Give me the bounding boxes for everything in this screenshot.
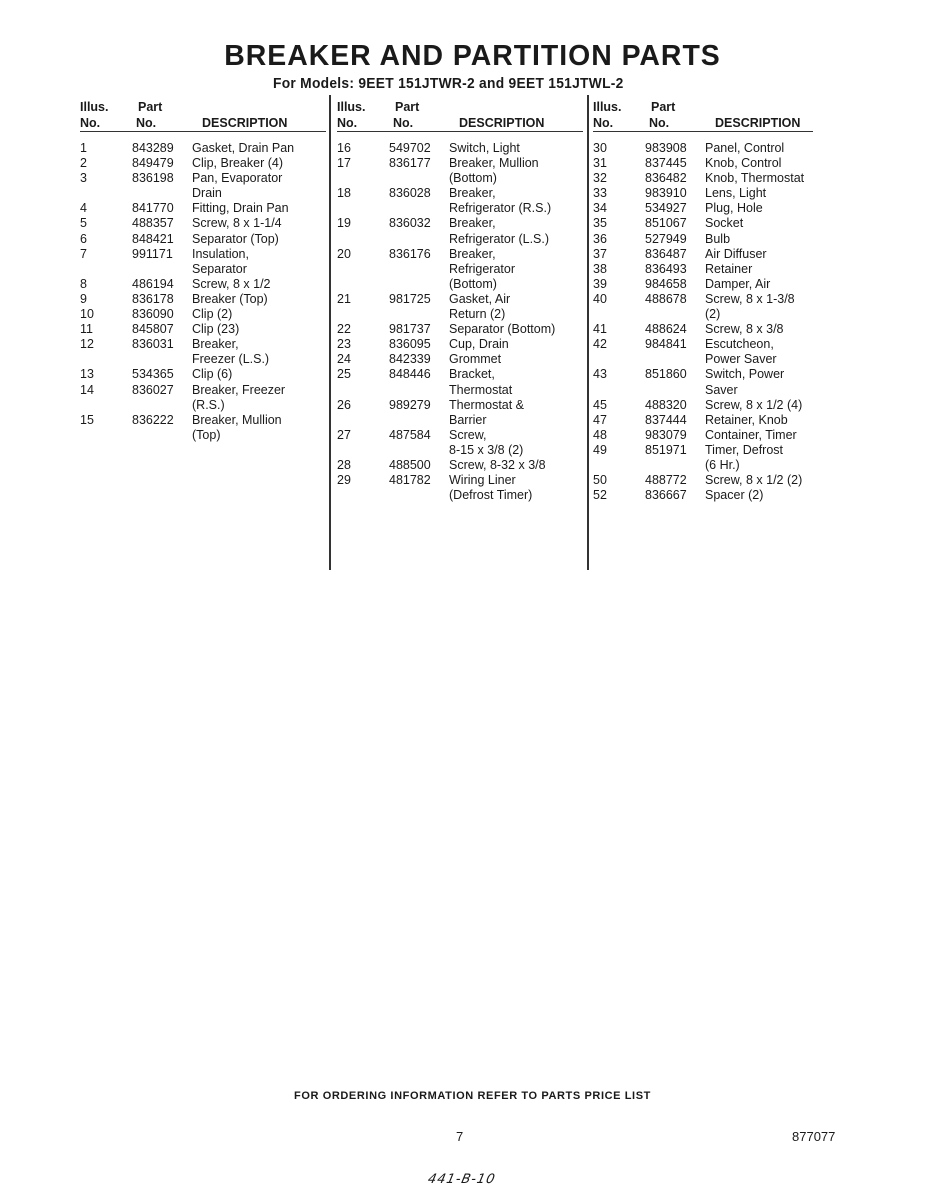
handwritten-note: 441-B-10 [426,1172,498,1187]
illus-number: 36 [593,231,607,246]
part-description: Screw, 8 x 1/2 (4) [705,397,803,412]
table-row [80,201,326,216]
part-description: Screw, 8-15 x 3/8 (2) [449,427,524,457]
table-row [593,292,813,322]
part-number: 851067 [645,216,687,231]
part-description: Screw, 8-32 x 3/8 [449,457,546,472]
part-number: 836198 [132,171,174,186]
parts-column-1 [80,98,326,443]
part-number: 983908 [645,141,687,155]
table-row [593,322,813,337]
illus-header: No. [80,116,101,130]
part-description: Escutcheon, Power Saver [705,337,777,367]
part-number: 837444 [645,412,687,427]
part-number: 984841 [645,337,687,352]
illus-number: 18 [337,186,351,201]
illus-header: Illus. [80,100,109,114]
part-description: Breaker, Refrigerator (Bottom) [449,246,515,291]
part-number: 836028 [389,186,431,201]
part-description: Plug, Hole [705,201,763,216]
part-description: Timer, Defrost (6 Hr.) [705,442,784,472]
part-description: Panel, Control [705,141,785,155]
table-row [80,367,326,382]
description-header: DESCRIPTION [715,116,801,130]
illus-number: 40 [593,291,607,306]
part-description: Breaker, Refrigerator (L.S.) [449,216,550,246]
illus-number: 30 [593,141,607,155]
illus-number: 50 [593,473,607,488]
part-number: 983079 [645,427,687,442]
illus-number: 42 [593,337,607,352]
illus-number: 19 [337,216,351,231]
part-description: Separator (Bottom) [449,322,556,337]
illus-number: 13 [80,367,94,382]
part-number: 488320 [645,397,687,412]
illus-number: 8 [80,276,87,291]
part-number: 983910 [645,186,687,201]
part-number: 851971 [645,442,687,457]
table-row [80,383,326,413]
part-number: 981725 [389,291,431,306]
table-row [593,428,813,443]
part-number: 836178 [132,291,174,306]
illus-number: 38 [593,261,607,276]
ordering-info-footer: FOR ORDERING INFORMATION REFER TO PARTS PRICE LIST [294,1090,651,1102]
illus-number: 43 [593,367,607,382]
part-number: 488624 [645,322,687,337]
table-row [593,337,813,367]
illus-number: 28 [337,457,351,472]
document-number: 877077 [792,1129,836,1144]
part-description: Bulb [705,231,731,246]
part-description: Screw, 8 x 1/2 (2) [705,473,803,488]
part-number: 991171 [132,246,173,261]
table-row [593,232,813,247]
part-description: Screw, 8 x 1-3/8 (2) [705,291,795,322]
table-row [593,171,813,186]
part-number: 843289 [132,141,174,155]
illus-number: 2 [80,156,87,171]
illus-number: 17 [337,156,351,171]
column-header [593,98,813,131]
part-description: Socket [705,216,744,231]
table-row [337,247,583,292]
table-row [337,322,583,337]
part-description: Air Diffuser [705,246,767,261]
illus-number: 21 [337,291,351,306]
header-rule [593,131,813,132]
part-number: 487584 [389,427,431,442]
part-number: 527949 [645,231,687,246]
page-number: 7 [456,1129,464,1144]
table-row [337,428,583,458]
part-description: Pan, Evaporator Drain [192,171,283,201]
illus-number: 26 [337,397,351,412]
part-description: Switch, Light [449,141,520,155]
part-number: 836222 [132,412,174,427]
part-description: Insulation, Separator [192,246,249,276]
table-row [80,277,326,292]
table-row [593,186,813,201]
illus-header: Illus. [337,100,366,114]
table-row [593,398,813,413]
table-row [80,413,326,443]
part-description: Knob, Control [705,156,782,171]
part-header: No. [393,116,414,130]
illus-number: 3 [80,171,87,186]
table-row [593,156,813,171]
part-number: 851860 [645,367,687,382]
table-row [593,201,813,216]
table-row [593,413,813,428]
parts-column-2 [337,98,583,503]
part-description: Bracket, Thermostat [449,367,513,397]
part-number: 836493 [645,261,687,276]
part-number: 989279 [389,397,431,412]
part-number: 836177 [389,156,431,171]
part-description: Gasket, Drain Pan [192,141,295,155]
part-description: Breaker, Mullion (Top) [192,412,282,442]
table-row [337,458,583,473]
table-row [337,473,583,503]
illus-number: 6 [80,231,87,246]
illus-number: 20 [337,246,351,261]
part-description: Clip (6) [192,367,233,382]
part-number: 488500 [389,457,431,472]
illus-header: Illus. [593,100,622,114]
part-description: Breaker, Refrigerator (R.S.) [449,186,552,216]
part-number: 488357 [132,216,174,231]
page-title: BREAKER AND PARTITION PARTS [224,40,721,72]
illus-number: 29 [337,473,351,488]
part-description: Lens, Light [705,186,767,201]
part-number: 836667 [645,488,687,503]
table-row [593,488,813,503]
column-divider [587,95,589,570]
part-description: Clip (2) [192,307,233,322]
description-header: DESCRIPTION [459,116,545,130]
part-number: 984658 [645,276,687,291]
illus-number: 14 [80,382,94,397]
table-row [593,443,813,473]
illus-number: 9 [80,291,87,306]
column-divider [329,95,331,570]
part-description: Retainer, Knob [705,412,788,427]
table-row [80,156,326,171]
illus-number: 52 [593,488,607,503]
illus-number: 45 [593,397,607,412]
part-description: Screw, 8 x 1/2 [192,276,271,291]
illus-number: 32 [593,171,607,186]
part-description: Knob, Thermostat [705,171,805,186]
illus-header: No. [337,116,358,130]
illus-number: 10 [80,307,94,322]
table-row [593,216,813,231]
table-row [337,292,583,322]
part-number: 549702 [389,141,431,155]
illus-number: 39 [593,276,607,291]
part-description: Wiring Liner (Defrost Timer) [449,473,533,503]
part-description: Clip (23) [192,322,240,337]
illus-number: 16 [337,141,351,155]
illus-number: 35 [593,216,607,231]
table-row [337,337,583,352]
illus-number: 49 [593,442,607,457]
part-number: 848421 [132,231,174,246]
illus-number: 5 [80,216,87,231]
illus-number: 41 [593,322,607,337]
table-row [593,277,813,292]
part-number: 481782 [389,473,431,488]
part-number: 981737 [389,322,431,337]
part-description: Screw, 8 x 3/8 [705,322,784,337]
illus-number: 25 [337,367,351,382]
part-header: Part [138,100,163,114]
table-row [337,398,583,428]
table-row [80,337,326,367]
part-number: 488772 [645,473,687,488]
part-number: 534365 [132,367,174,382]
part-description: Breaker, Freezer (R.S.) [192,382,286,412]
table-row [337,141,583,156]
table-row [80,232,326,247]
table-row [80,171,326,201]
part-description: Separator (Top) [192,231,279,246]
part-description: Fitting, Drain Pan [192,201,289,216]
part-description: Damper, Air [705,276,771,291]
header-rule [80,131,326,132]
part-number: 836027 [132,382,174,397]
illus-number: 37 [593,246,607,261]
part-description: Breaker, Mullion (Bottom) [449,156,539,186]
part-description: Grommet [449,352,502,367]
part-number: 486194 [132,276,174,291]
part-header: No. [649,116,670,130]
part-number: 836032 [389,216,431,231]
illus-number: 33 [593,186,607,201]
part-description: Thermostat & Barrier [449,397,525,427]
part-header: Part [651,100,676,114]
illus-number: 47 [593,412,607,427]
part-number: 836487 [645,246,687,261]
part-number: 841770 [132,201,174,216]
table-row [593,247,813,262]
table-row [593,262,813,277]
part-number: 849479 [132,156,174,171]
part-description: Clip, Breaker (4) [192,156,283,171]
illus-number: 31 [593,156,607,171]
illus-number: 24 [337,352,351,367]
illus-number: 23 [337,337,351,352]
part-number: 848446 [389,367,431,382]
table-row [80,307,326,322]
illus-number: 34 [593,201,607,216]
part-number: 836482 [645,171,687,186]
parts-column-3 [593,98,813,503]
illus-number: 4 [80,201,87,216]
part-description: Gasket, Air Return (2) [449,291,511,322]
part-number: 837445 [645,156,687,171]
part-number: 845807 [132,322,174,337]
part-description: Switch, Power Saver [705,367,785,397]
part-description: Container, Timer [705,427,797,442]
illus-number: 27 [337,427,351,442]
models-subtitle: For Models: 9EET 151JTWR-2 and 9EET 151JTWL-2 [273,75,624,92]
table-row [337,216,583,246]
part-description: Screw, 8 x 1-1/4 [192,216,282,231]
table-row [80,141,326,156]
table-row [337,367,583,397]
part-description: Cup, Drain [449,337,509,352]
illus-number: 1 [80,141,87,155]
illus-number: 48 [593,427,607,442]
part-description: Breaker, Freezer (L.S.) [192,337,270,367]
table-row [80,292,326,307]
header-rule [337,131,583,132]
part-number: 488678 [645,291,687,306]
part-number: 836090 [132,307,174,322]
column-header [337,98,583,131]
table-row [80,322,326,337]
table-row [337,156,583,186]
part-number: 836031 [132,337,174,352]
part-header: Part [395,100,420,114]
illus-number: 22 [337,322,351,337]
table-row [80,247,326,277]
table-row [337,352,583,367]
part-description: Retainer [705,261,753,276]
description-header: DESCRIPTION [202,116,288,130]
part-number: 534927 [645,201,687,216]
illus-number: 11 [80,322,93,337]
illus-number: 12 [80,337,94,352]
illus-number: 15 [80,412,94,427]
illus-header: No. [593,116,614,130]
table-row [80,216,326,231]
table-row [593,141,813,156]
part-header: No. [136,116,157,130]
part-number: 836176 [389,246,431,261]
table-row [337,186,583,216]
part-number: 842339 [389,352,431,367]
table-row [593,473,813,488]
column-header [80,98,326,131]
table-row [593,367,813,397]
illus-number: 7 [80,246,87,261]
part-number: 836095 [389,337,431,352]
part-description: Spacer (2) [705,488,764,503]
part-description: Breaker (Top) [192,291,268,306]
